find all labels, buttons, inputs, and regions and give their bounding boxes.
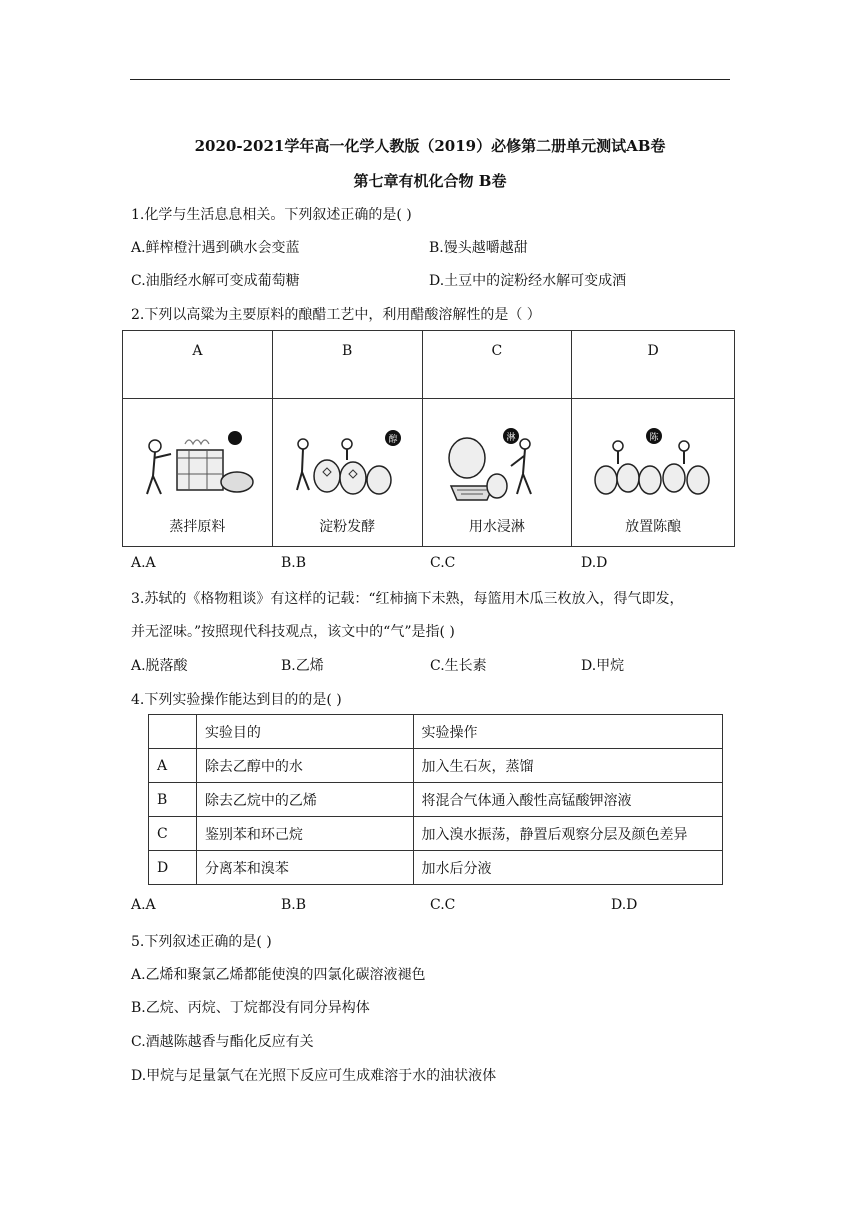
q2-option-c: C.C xyxy=(430,555,456,571)
table-row xyxy=(149,783,723,817)
q2-seal-d: 陈 xyxy=(649,433,659,443)
q1-option-a: A.鲜榨橙汁遇到碘水会变蓝 xyxy=(131,240,300,256)
q5-stem: 5.下列叙述正确的是( ) xyxy=(131,934,272,950)
q2-caption-d: 放置陈酿 xyxy=(625,519,682,535)
q4-option-c: C.C xyxy=(430,897,456,913)
q2-cell-d xyxy=(572,399,735,547)
q1-stem: 1.化学与生活息息相关。下列叙述正确的是( ) xyxy=(131,207,412,223)
q4-option-a: A.A xyxy=(131,897,156,913)
steaming-illustration xyxy=(137,424,257,504)
q5-option-d: D.甲烷与足量氯气在光照下反应可生成难溶于水的油状液体 xyxy=(131,1068,497,1084)
q4-row-label: C xyxy=(149,817,197,851)
q5-option-a: A.乙烯和聚氯乙烯都能使溴的四氯化碳溶液褪色 xyxy=(131,967,426,983)
q2-stem: 2.下列以高粱为主要原料的酿醋工艺中，利用醋酸溶解性的是（ ） xyxy=(131,307,541,323)
aging-illustration xyxy=(588,424,718,504)
q3-option-a: A.脱落酸 xyxy=(131,658,188,674)
q4-row-purpose: 除去乙烷中的乙烯 xyxy=(196,783,413,817)
q4-row-label: D xyxy=(149,851,197,885)
q4-header-blank xyxy=(149,715,197,749)
q3-stem-line1: 3.苏轼的《格物粗谈》有这样的记载：“红柿摘下未熟，每篮用木瓜三枚放入，得气即发， xyxy=(131,591,684,607)
q3-option-b: B.乙烯 xyxy=(281,658,324,674)
q4-header-operation: 实验操作 xyxy=(413,715,722,749)
document-subtitle: 第七章有机化合物 B卷 xyxy=(353,172,507,190)
q2-caption-a: 蒸拌原料 xyxy=(169,519,226,535)
table-row xyxy=(149,817,723,851)
q5-option-b: B.乙烷、丙烷、丁烷都没有同分异构体 xyxy=(131,1000,370,1016)
q4-row-purpose: 鉴别苯和环己烷 xyxy=(196,817,413,851)
q2-header-c: C xyxy=(422,331,572,399)
q2-option-a: A.A xyxy=(131,555,156,571)
soaking-illustration xyxy=(437,424,557,504)
q2-cell-c xyxy=(422,399,572,547)
q4-row-operation: 将混合气体通入酸性高锰酸钾溶液 xyxy=(413,783,722,817)
q4-stem: 4.下列实验操作能达到目的的是( ) xyxy=(131,692,342,708)
q2-header-a: A xyxy=(123,331,273,399)
q4-header-purpose: 实验目的 xyxy=(196,715,413,749)
q1-option-c: C.油脂经水解可变成葡萄糖 xyxy=(131,273,300,289)
table-row xyxy=(149,851,723,885)
q4-row-operation: 加入生石灰，蒸馏 xyxy=(413,749,722,783)
q1-option-d: D.土豆中的淀粉经水解可变成酒 xyxy=(429,273,627,289)
table-row xyxy=(149,749,723,783)
q2-seal-b: 醇 xyxy=(388,435,398,445)
q4-row-label: A xyxy=(149,749,197,783)
document-title: 2020-2021学年高一化学人教版（2019）必修第二册单元测试AB卷 xyxy=(194,137,666,155)
q3-stem-line2: 并无涩味。”按照现代科技观点，该文中的“气”是指( ) xyxy=(131,624,455,640)
q2-option-d: D.D xyxy=(581,555,608,571)
q3-option-c: C.生长素 xyxy=(430,658,487,674)
q3-option-d: D.甲烷 xyxy=(581,658,625,674)
header-rule xyxy=(130,79,730,80)
q4-option-b: B.B xyxy=(281,897,307,913)
q4-row-operation: 加入溴水振荡，静置后观察分层及颜色差异 xyxy=(413,817,722,851)
q4-row-purpose: 分离苯和溴苯 xyxy=(196,851,413,885)
q4-row-purpose: 除去乙醇中的水 xyxy=(196,749,413,783)
q2-header-d: D xyxy=(572,331,735,399)
q4-row-operation: 加水后分液 xyxy=(413,851,722,885)
q4-option-d: D.D xyxy=(611,897,638,913)
q4-row-label: B xyxy=(149,783,197,817)
q2-cell-a xyxy=(123,399,273,547)
q2-header-b: B xyxy=(272,331,422,399)
q4-experiment-table xyxy=(148,714,723,885)
q2-process-table xyxy=(122,330,735,547)
q5-option-c: C.酒越陈越香与酯化反应有关 xyxy=(131,1034,314,1050)
q1-option-b: B.馒头越嚼越甜 xyxy=(429,240,528,256)
q2-caption-c: 用水浸淋 xyxy=(468,519,525,535)
q2-option-b: B.B xyxy=(281,555,307,571)
fermentation-illustration xyxy=(287,424,407,504)
q2-seal-c: 淋 xyxy=(506,433,516,443)
q2-caption-b: 淀粉发酵 xyxy=(319,519,376,535)
q2-cell-b xyxy=(272,399,422,547)
